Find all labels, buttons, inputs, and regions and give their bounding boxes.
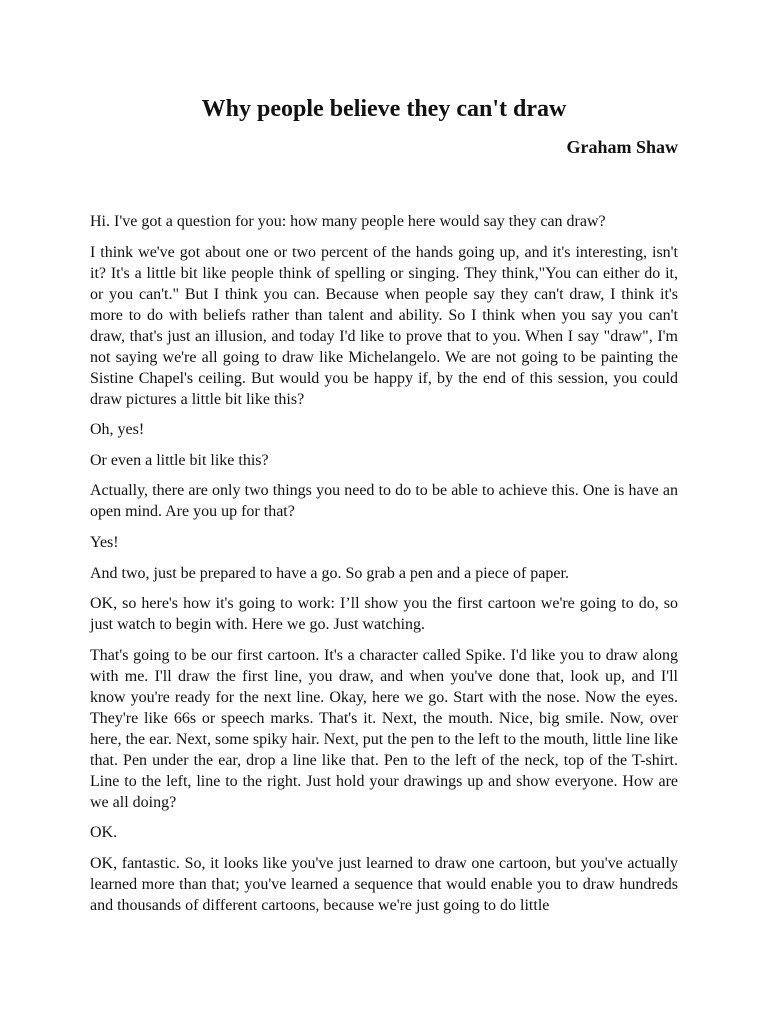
paragraph: Hi. I've got a question for you: how many people here would say they can draw? (90, 213, 606, 230)
document-author: Graham Shaw (566, 137, 678, 157)
paragraph: OK, so here's how it's going to work: I’ll show you the first cartoon we're going to do, so just watch to begin with. Here we go. Just watching. (90, 595, 678, 634)
paragraph: Actually, there are only two things you need to do to be able to achieve this. One is have an open mind. Are you up for that? (90, 482, 678, 521)
paragraph: Yes! (90, 533, 119, 551)
document-body (90, 211, 678, 926)
paragraph: Oh, yes! (90, 421, 145, 439)
paragraph: I think we've got about one or two percent of the hands going up, and it's interesting, isn't it? It's a little bit like people think of spelling or singing. They think,"You can either do it, or you can't." But I think you can. Because when people say they can't draw, I think it's more to do with beliefs rather than talent and ability. So I think when you say you can't draw, that's just an illusion, and today I'd like to prove that to you. When I say "draw", I'm not saying we're all going to draw like Michelangelo. We are not going to be painting the Sistine Chapel's ceiling. But would you be happy if, by the end of this session, you could draw pictures a little bit like this? (90, 243, 678, 408)
paragraph: Or even a little bit like this? (90, 451, 269, 469)
document-title: Why people believe they can't draw (201, 96, 567, 122)
paragraph: And two, just be prepared to have a go. So grab a pen and a piece of paper. (90, 564, 569, 582)
paragraph: OK, fantastic. So, it looks like you've just learned to draw one cartoon, but you've actually learned more than that; you've learned a sequence that would enable you to draw hundreds and thousands of different cartoons, because we're just going to do little (90, 854, 678, 914)
paragraph: That's going to be our first cartoon. It's a character called Spike. I'd like you to draw along with me. I'll draw the first line, you draw, and when you've done that, look up, and I'll know you're ready for the next line. Okay, here we go. Start with the nose. Now the eyes. They're like 66s or speech marks. That's it. Next, the mouth. Nice, big smile. Now, over here, the ear. Next, some spiky hair. Next, put the pen to the left to the mouth, little line like that. Pen under the ear, drop a line like that. Pen to the left of the neck, top of the T-shirt. Line to the left, line to the right. Just hold your drawings up and show everyone. How are we all doing? (90, 646, 678, 811)
paragraph: OK. (90, 824, 118, 842)
